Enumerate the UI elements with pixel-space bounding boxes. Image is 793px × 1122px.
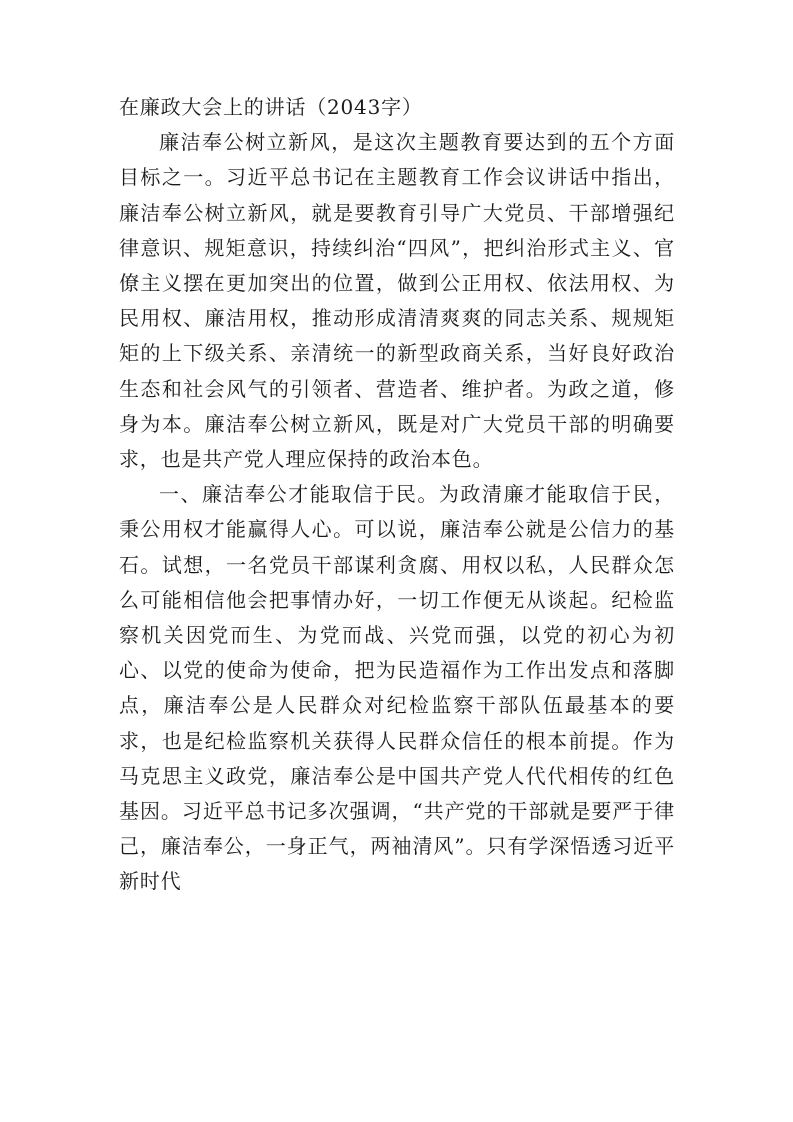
document-title: 在廉政大会上的讲话（2043字） [119,95,423,119]
paragraph-intro: 廉洁奉公树立新风，是这次主题教育要达到的五个方面目标之一。习近平总书记在主题教育工作会议讲话中指出，廉洁奉公树立新风，就是要教育引导广大党员、干部增强纪律意识、规矩意识，持续纠治“四风”，把纠治形式主义、官僚主义摆在更加突出的位置，做到公正用权、依法用权、为民用权、廉洁用权，推动形成清清爽爽的同志关系、规规矩矩的上下级关系、亲清统一的新型政商关系，当好良好政治生态和社会风气的引领者、营造者、维护者。为政之道，修身为本。廉洁奉公树立新风，既是对广大党员干部的明确要求，也是共产党人理应保持的政治本色。 [119,130,675,472]
paragraph-section-one: 一、廉洁奉公才能取信于民。为政清廉才能取信于民，秉公用权才能赢得人心。可以说，廉洁奉公就是公信力的基石。试想，一名党员干部谋利贪腐、用权以私，人民群众怎么可能相信他会把事情办好，一切工作便无从谈起。纪检监察机关因党而生、为党而战、兴党而强，以党的初心为初心、以党的使命为使命，把为民造福作为工作出发点和落脚点，廉洁奉公是人民群众对纪检监察干部队伍最基本的要求，也是纪检监察机关获得人民群众信任的根本前提。作为马克思主义政党，廉洁奉公是中国共产党人代代相传的红色基因。习近平总书记多次强调，“共产党的干部就是要严于律己，廉洁奉公，一身正气，两袖清风”。只有学深悟透习近平新时代 [119,482,675,894]
document-body [119,90,675,900]
